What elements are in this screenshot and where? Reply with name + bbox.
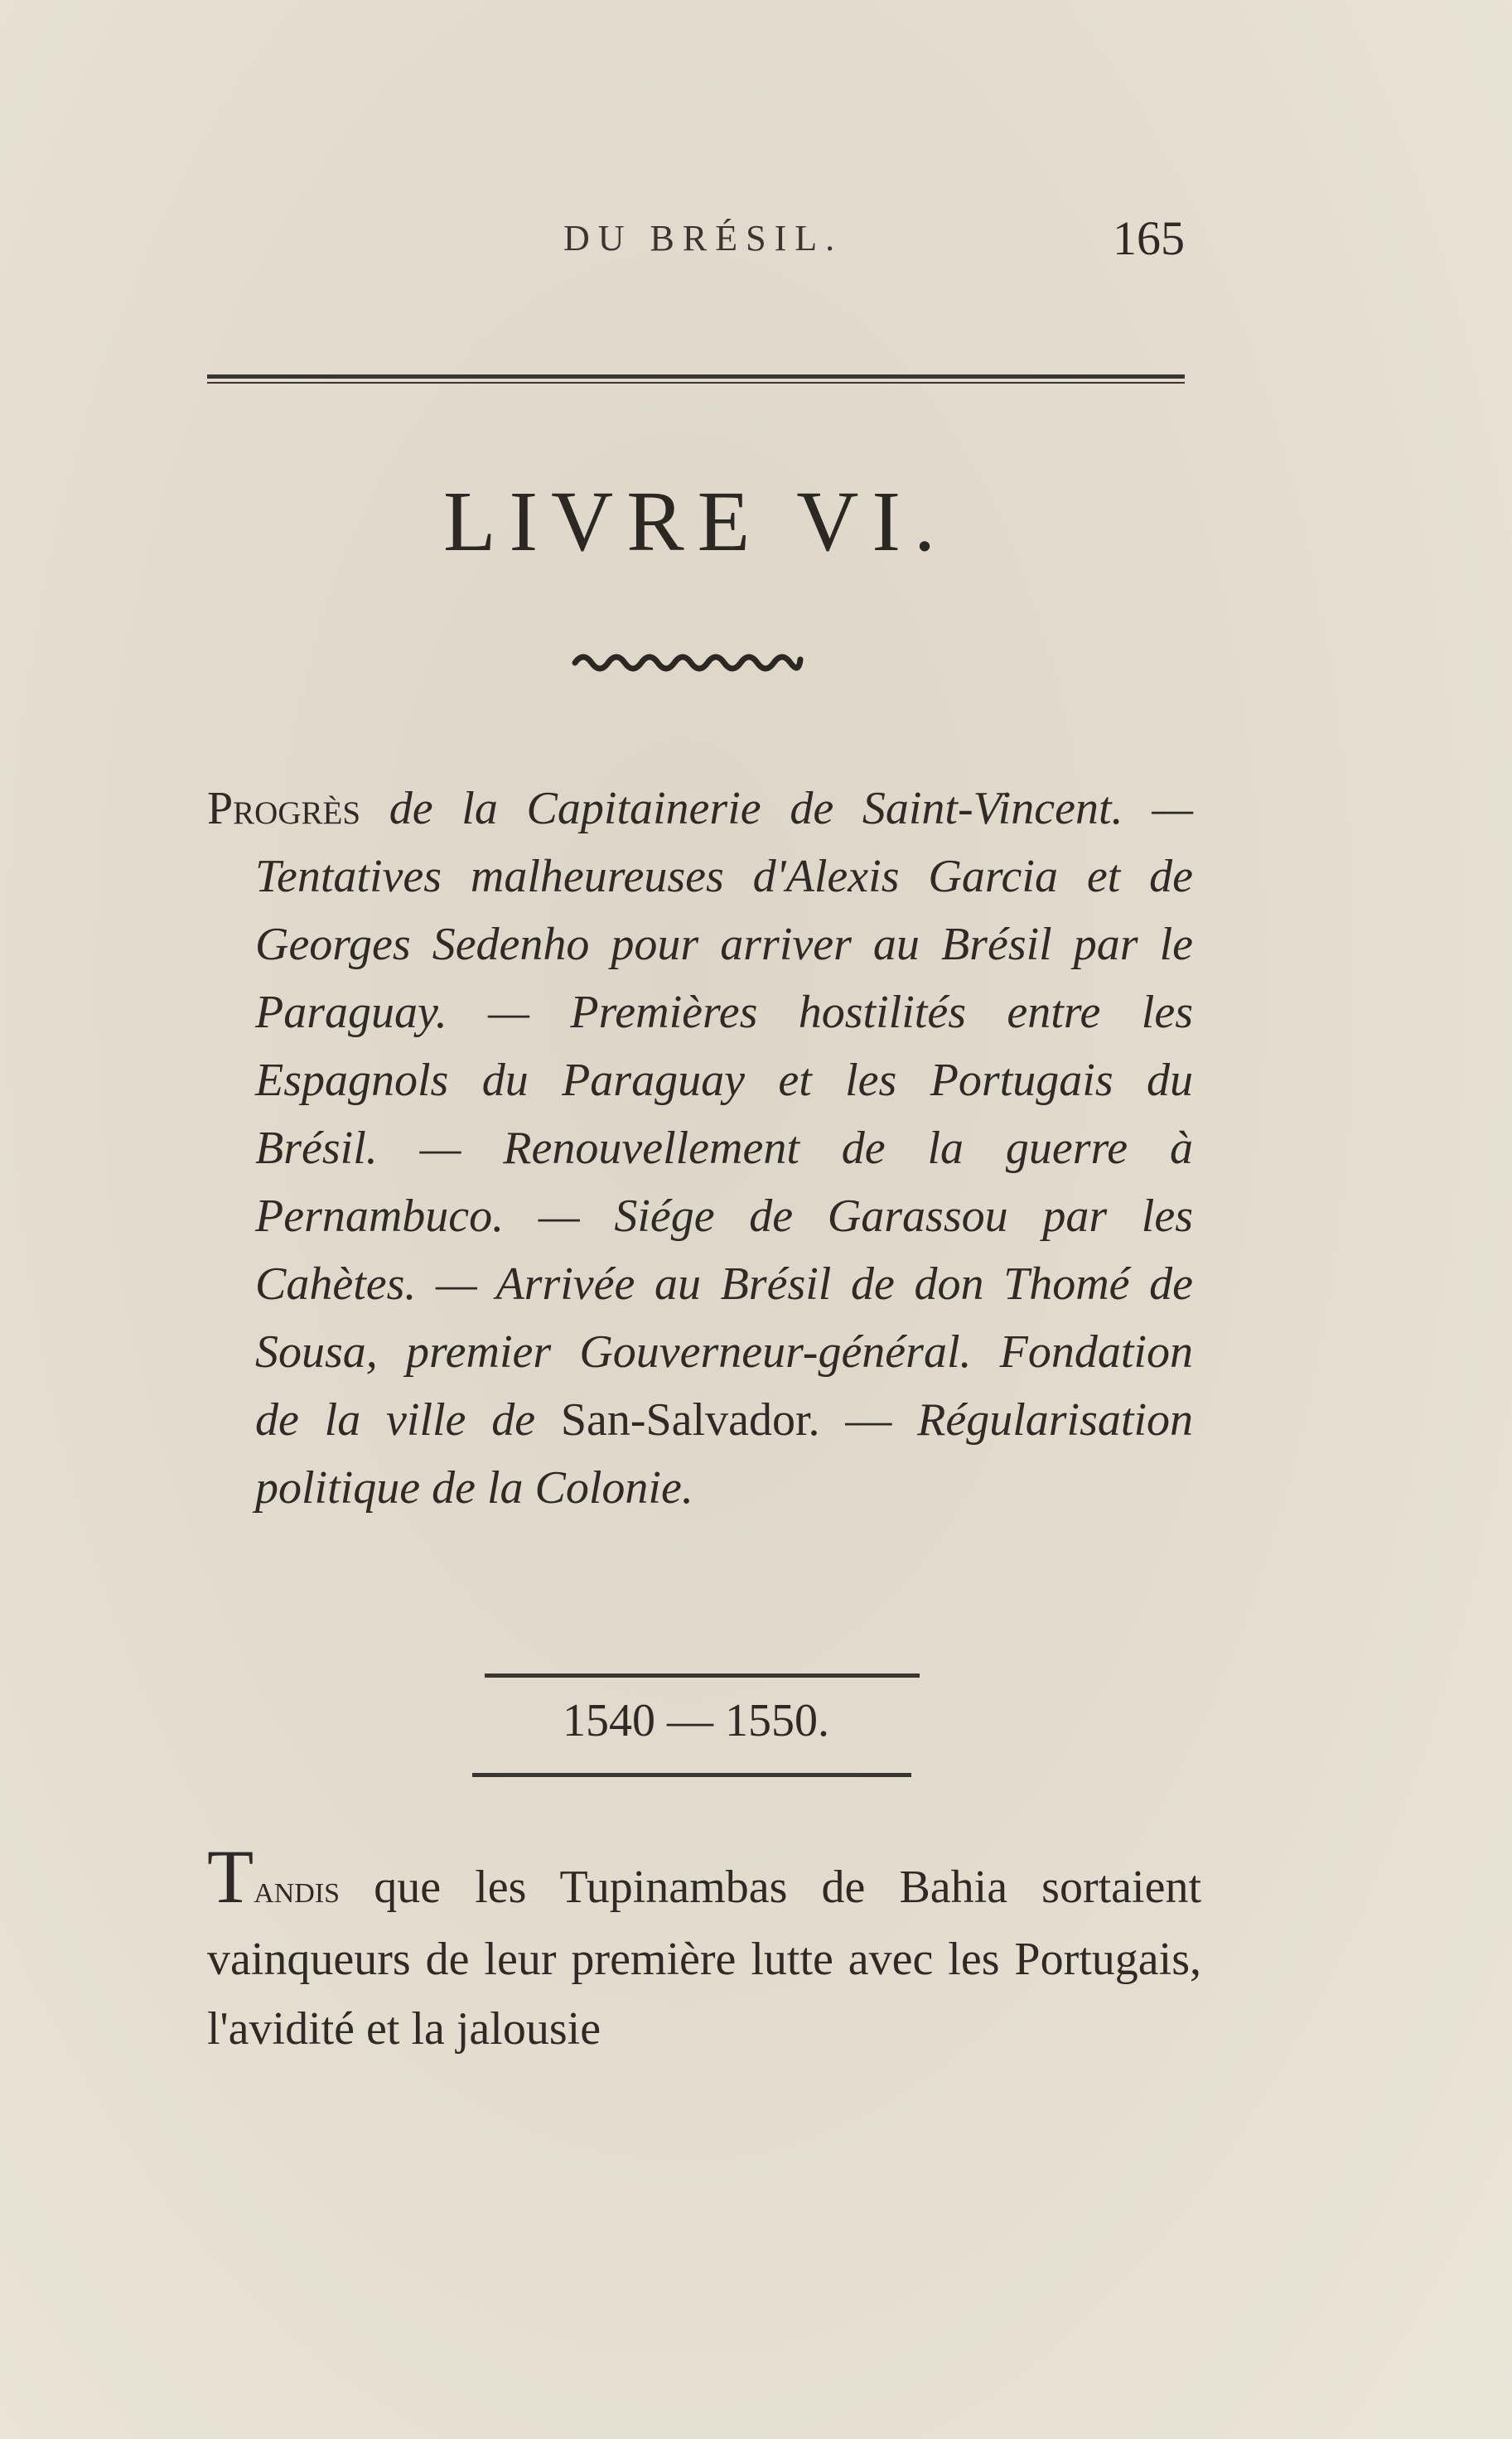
page-header: [207, 211, 1185, 283]
date-range: 1540 — 1550.: [563, 1695, 829, 1746]
body-paragraph: [207, 1834, 1202, 2064]
first-word-rest: andis: [254, 1867, 341, 1911]
summary-roman-text: San-Salvador. —: [560, 1394, 892, 1446]
chapter-title: LIVRE VI.: [442, 474, 949, 569]
date-rule-top: [485, 1673, 920, 1678]
page-number: 165: [1113, 211, 1185, 265]
header-double-rule: [207, 374, 1185, 386]
summary-paragraph: [207, 775, 1193, 1522]
chapter-summary: [207, 775, 1193, 1522]
date-rule-bottom: [472, 1773, 911, 1777]
body-paragraph-text: que les Tupinambas de Bahia sortaient vainqueurs de leur première lutte avec les Portugais, l'avidité et la jalousie: [207, 1862, 1202, 2055]
rule-thin: [207, 382, 1185, 384]
summary-text: de la Capitainerie de Saint-Vincent. — Tentatives malheureuses d'Alexis Garcia et de Georges Sedenho pour arriver au Brésil par le Paraguay. — Premières hostilités entre les Espagnols du Paraguay et les Portugais du Brésil. — Renouvellement de la guerre à Pernambuco. — Siége de Garassou par les Cahètes. — Arrivée au Brésil de don Thomé de Sousa, premier Gouverneur-général. Fondation de la ville de: [255, 783, 1194, 1446]
body-text: [207, 1834, 1202, 2064]
summary-ending: Régularisation politique de la Colonie.: [255, 1394, 1194, 1514]
summary-lead-word: Progrès: [207, 783, 361, 834]
running-head: DU BRÉSIL.: [563, 218, 843, 258]
ornament-flourish: [572, 646, 804, 674]
drop-cap: T: [207, 1834, 254, 1919]
rule-thick: [207, 374, 1185, 379]
